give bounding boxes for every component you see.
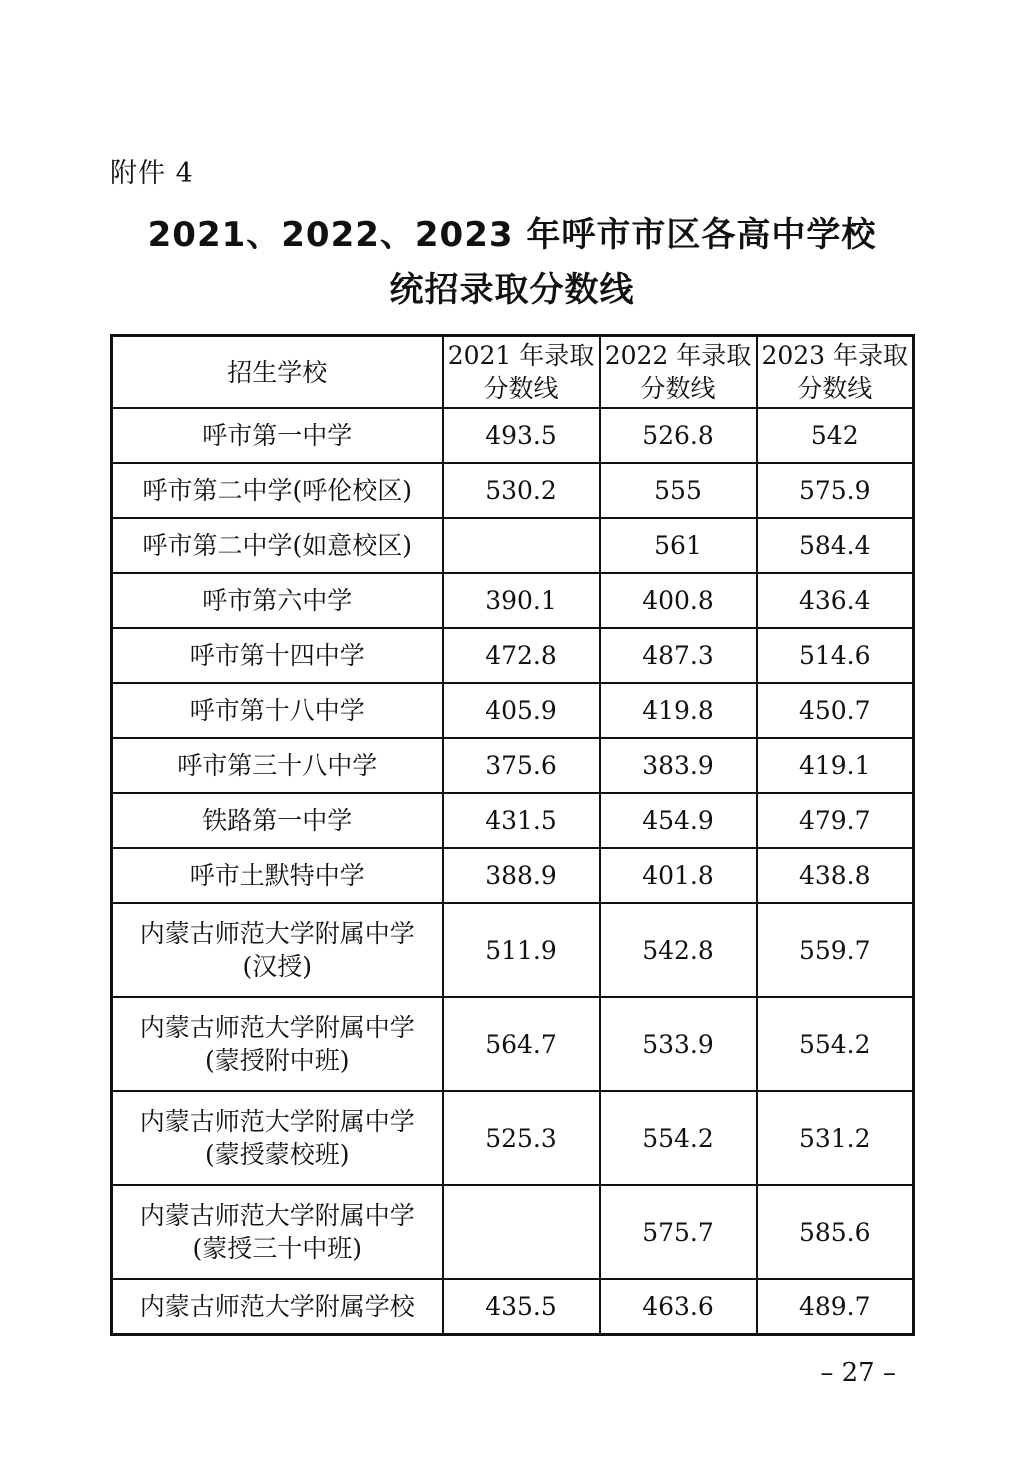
school-name-line: 呼市第二中学(如意校区): [142, 531, 412, 560]
score-2022: 400.8: [600, 573, 757, 628]
header-2023: [757, 336, 914, 409]
school-name-line: (汉授): [242, 952, 312, 981]
score-2023: 584.4: [757, 518, 914, 573]
score-2023: 436.4: [757, 573, 914, 628]
score-2022: 487.3: [600, 628, 757, 683]
school-name-cell: [112, 1185, 443, 1279]
score-2022: 401.8: [600, 848, 757, 903]
score-2021: 390.1: [443, 573, 600, 628]
header-2021: [443, 336, 600, 409]
score-2022: 419.8: [600, 683, 757, 738]
table-row: [112, 628, 914, 683]
school-name-line: 呼市土默特中学: [189, 861, 365, 890]
score-2022: 575.7: [600, 1185, 757, 1279]
table-row: [112, 463, 914, 518]
score-2022: 463.6: [600, 1279, 757, 1335]
score-2021: 431.5: [443, 793, 600, 848]
score-2023: 575.9: [757, 463, 914, 518]
score-2023: 489.7: [757, 1279, 914, 1335]
table-row: [112, 738, 914, 793]
score-2021: 435.5: [443, 1279, 600, 1335]
score-2021: 525.3: [443, 1091, 600, 1185]
score-2022: 383.9: [600, 738, 757, 793]
score-2023: 438.8: [757, 848, 914, 903]
table-row: [112, 848, 914, 903]
school-name-line: 呼市第十四中学: [189, 641, 365, 670]
score-2023: 559.7: [757, 903, 914, 997]
school-name-cell: [112, 903, 443, 997]
school-name-line: 铁路第一中学: [202, 806, 353, 835]
score-2021: 405.9: [443, 683, 600, 738]
school-name-cell: [112, 1279, 443, 1335]
header-2022: [600, 336, 757, 409]
score-2022: 454.9: [600, 793, 757, 848]
header-2021-line-1: 2021 年录取: [447, 341, 595, 370]
table-row: [112, 683, 914, 738]
score-2023: 479.7: [757, 793, 914, 848]
table-row: [112, 518, 914, 573]
score-2023: 554.2: [757, 997, 914, 1091]
score-2021: 511.9: [443, 903, 600, 997]
school-name-line: 呼市第一中学: [202, 421, 353, 450]
school-name-line: 内蒙古师范大学附属中学: [139, 919, 415, 948]
score-2021: 472.8: [443, 628, 600, 683]
score-2021: [443, 1185, 600, 1279]
school-name-cell: [112, 997, 443, 1091]
score-2021: 564.7: [443, 997, 600, 1091]
score-2021: [443, 518, 600, 573]
school-name-cell: [112, 793, 443, 848]
school-name-line: (蒙授三十中班): [192, 1234, 362, 1263]
score-2021: 493.5: [443, 408, 600, 463]
school-name-line: 呼市第三十八中学: [177, 751, 378, 780]
school-name-line: 内蒙古师范大学附属中学: [139, 1107, 415, 1136]
score-2022: 526.8: [600, 408, 757, 463]
document-title-line-1: 2021、2022、2023 年呼市市区各高中学校: [147, 215, 877, 255]
score-2023: 450.7: [757, 683, 914, 738]
score-2023: 531.2: [757, 1091, 914, 1185]
score-2023: 542: [757, 408, 914, 463]
header-2022-line-2: 分数线: [640, 374, 716, 403]
page-number: – 27 –: [820, 1358, 896, 1388]
score-2021: 530.2: [443, 463, 600, 518]
header-2023-line-1: 2023 年录取: [761, 341, 909, 370]
score-2022: 554.2: [600, 1091, 757, 1185]
header-2021-line-2: 分数线: [483, 374, 559, 403]
school-name-line: 呼市第六中学: [202, 586, 353, 615]
school-name-cell: [112, 518, 443, 573]
score-2023: 419.1: [757, 738, 914, 793]
table-row: [112, 1279, 914, 1335]
school-name-cell: [112, 738, 443, 793]
score-2021: 375.6: [443, 738, 600, 793]
school-name-cell: [112, 628, 443, 683]
school-name-line: 呼市第二中学(呼伦校区): [142, 476, 412, 505]
table-row: [112, 1185, 914, 1279]
table-row: [112, 903, 914, 997]
document-title-line-2: 统招录取分数线: [389, 270, 635, 310]
school-name-cell: [112, 1091, 443, 1185]
school-name-cell: [112, 463, 443, 518]
score-2022: 542.8: [600, 903, 757, 997]
table-row: [112, 793, 914, 848]
header-2022-line-1: 2022 年录取: [604, 341, 752, 370]
header-school: 招生学校: [112, 336, 443, 409]
school-name-line: 内蒙古师范大学附属中学: [139, 1013, 415, 1042]
school-name-line: 内蒙古师范大学附属学校: [139, 1292, 415, 1321]
table-row: [112, 1091, 914, 1185]
admission-score-table: [110, 334, 915, 1336]
school-name-cell: [112, 408, 443, 463]
score-2023: 585.6: [757, 1185, 914, 1279]
score-2022: 555: [600, 463, 757, 518]
attachment-label: 附件 4: [110, 158, 194, 189]
table-row: [112, 408, 914, 463]
school-name-cell: [112, 573, 443, 628]
table-body: [112, 408, 914, 1335]
score-2021: 388.9: [443, 848, 600, 903]
score-2022: 561: [600, 518, 757, 573]
score-2023: 514.6: [757, 628, 914, 683]
school-name-line: (蒙授附中班): [204, 1046, 350, 1075]
table-row: [112, 573, 914, 628]
score-2022: 533.9: [600, 997, 757, 1091]
school-name-cell: [112, 848, 443, 903]
table-header-row: [112, 336, 914, 409]
header-2023-line-2: 分数线: [797, 374, 873, 403]
school-name-cell: [112, 683, 443, 738]
school-name-line: (蒙授蒙校班): [204, 1140, 350, 1169]
school-name-line: 呼市第十八中学: [189, 696, 365, 725]
table-row: [112, 997, 914, 1091]
school-name-line: 内蒙古师范大学附属中学: [139, 1201, 415, 1230]
